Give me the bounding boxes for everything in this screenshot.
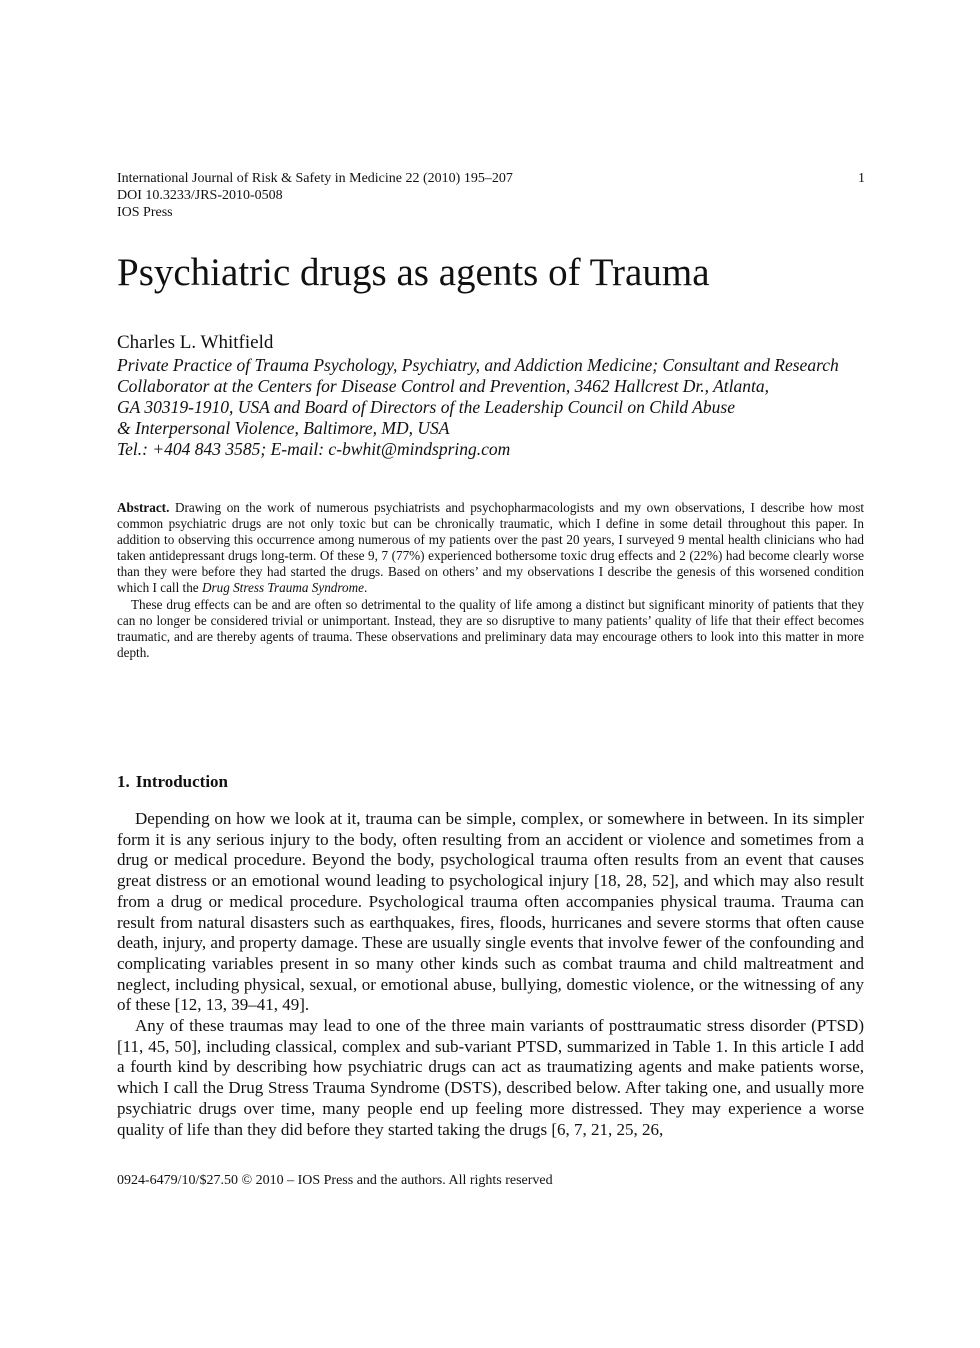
abstract-period: .: [364, 580, 368, 596]
syndrome-name: Drug Stress Trauma Syndrome: [201, 580, 364, 596]
contact-line: Tel.: +404 843 3585; E-mail: c-bwhit@mindspring.com: [117, 439, 511, 459]
journal-header: [117, 170, 865, 221]
section-title: Introduction: [135, 772, 229, 791]
publisher: IOS Press: [117, 205, 173, 220]
author-affiliation: [117, 355, 877, 460]
abstract-label: Abstract.: [117, 500, 170, 515]
body-paragraph: Any of these traumas may lead to one of the three main variants of posttraumatic stress disorder (PTSD) [11, 45, 50], including classical, complex and sub-variant PTSD, summarized in Table 1. In this article I add a fourth kind by describing how psychiatric drugs can act as traumatizing agents and make patients worse, which I call the Drug Stress Trauma Syndrome (DSTS), described below. After taking one, and usually more psychiatric drugs over time, many people end up feeling more distressed. They may experience a worse quality of life than they did before they started taking the drugs [6, 7, 21, 25, 26,: [117, 1016, 864, 1139]
abstract-paragraph: These drug effects can be and are often so detrimental to the quality of life among a distinct but significant minority of patients that they can no longer be considered trivial or unimportant. Instead, they are so disruptive to many patients’ quality of life that their effect becomes traumatic, and are thereby agents of trauma. These observations and preliminary data may encourage others to look into this matter in more depth.: [117, 596, 864, 660]
body-text: [117, 809, 864, 1140]
copyright-footer: 0924-6479/10/$27.50 © 2010 – IOS Press and the authors. All rights reserved: [117, 1173, 553, 1188]
body-paragraph: Depending on how we look at it, trauma can be simple, complex, or somewhere in between. In its simpler form it is any serious injury to the body, often resulting from an accident or violence and sometimes from a drug or medical procedure. Beyond the body, psychological trauma often results from an event that causes great distress or an emotional wound leading to psychological injury [18, 28, 52], and which may also result from a drug or medical procedure. Psychological trauma often accompanies physical trauma. Trauma can result from natural disasters such as earthquakes, fires, floods, hurricanes and severe storms that often cause death, injury, and property damage. These are usually single events that involve fewer of the confounding and complicating variables present in so many other kinds such as combat trauma and child maltreatment and neglect, including physical, sexual, or emotional abuse, bullying, domestic violence, or the witnessing of any of these [12, 13, 39–41, 49].: [117, 809, 864, 1015]
doi: DOI 10.3233/JRS-2010-0508: [117, 188, 283, 203]
journal-citation: International Journal of Risk & Safety in Medicine 22 (2010) 195–207: [117, 171, 513, 186]
affiliation-line: Private Practice of Trauma Psychology, Psychiatry, and Addiction Medicine; Consultant and Research: [117, 355, 839, 375]
affiliation-line: & Interpersonal Violence, Baltimore, MD, USA: [117, 418, 450, 438]
page-number: 1: [858, 171, 865, 186]
author-name: Charles L. Whitfield: [117, 332, 274, 353]
abstract-text: Drawing on the work of numerous psychiatrists and psychopharmacologists and my own observations, I describe how most common psychiatric drugs are not only toxic but can be chronically traumatic, which I define in some detail throughout this paper. In addition to observing this occurrence among numerous of my patients over the past 20 years, I surveyed 9 mental health clinicians who had taken antidepressant drugs long-term. Of these 9, 7 (77%) experienced bothersome toxic drug effects and 2 (22%) had become clearly worse than they were before they had started the drugs. Based on others’ and my observations I describe the genesis of this worsened condition which I call the: [117, 500, 864, 596]
section-number: 1.: [117, 772, 130, 791]
section-heading: [117, 771, 228, 793]
abstract: [117, 500, 864, 661]
article-title: Psychiatric drugs as agents of Trauma: [117, 251, 710, 294]
affiliation-line: Collaborator at the Centers for Disease Control and Prevention, 3462 Hallcrest Dr., Atlanta,: [117, 376, 770, 396]
abstract-paragraph: [117, 500, 864, 597]
affiliation-line: GA 30319-1910, USA and Board of Directors of the Leadership Council on Child Abuse: [117, 397, 735, 417]
